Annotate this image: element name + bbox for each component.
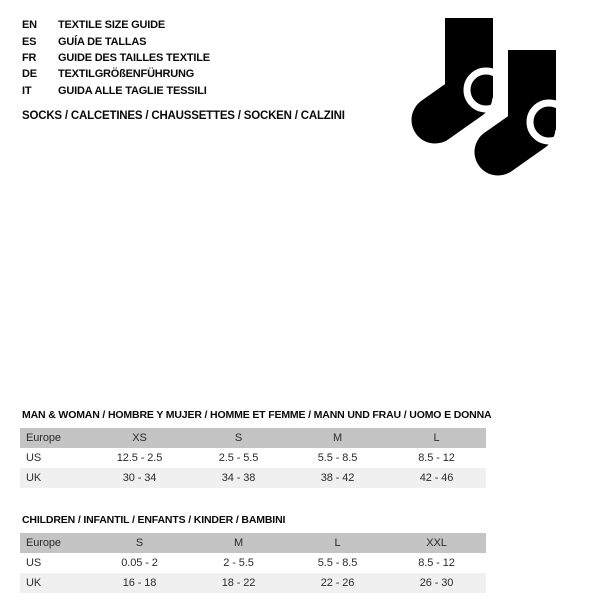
language-code: DE: [22, 68, 37, 81]
table-row-uk: [20, 573, 486, 593]
size-cell: 5.5 - 8.5: [317, 557, 358, 569]
language-label: GUIDE DES TAILLES TEXTILE: [58, 51, 210, 64]
size-cell: 30 - 34: [122, 472, 157, 484]
table-header-row: [20, 428, 486, 448]
column-header-m: M: [332, 432, 343, 444]
sock-front: [498, 45, 568, 152]
size-cell: 16 - 18: [122, 577, 157, 589]
column-header-europe: Europe: [26, 537, 61, 549]
size-cell: 2.5 - 5.5: [218, 452, 259, 464]
row-label: UK: [26, 472, 42, 484]
size-cell: 8.5 - 12: [418, 452, 455, 464]
language-label: GUIDA ALLE TAGLIE TESSILI: [58, 84, 207, 97]
row-label: US: [26, 557, 42, 569]
row-label: UK: [26, 577, 42, 589]
table-header-row: [20, 533, 486, 553]
language-label: TEXTILGRÖßENFÜHRUNG: [58, 68, 195, 81]
language-code: EN: [22, 19, 37, 32]
column-header-xs: XS: [132, 432, 147, 444]
language-code: FR: [22, 51, 37, 64]
socks-icon: [398, 5, 588, 195]
language-row-de: [22, 66, 210, 82]
size-cell: 26 - 30: [419, 577, 454, 589]
language-list: [22, 17, 210, 99]
language-label: TEXTILE SIZE GUIDE: [58, 19, 166, 32]
column-header-s: S: [135, 537, 144, 549]
size-cell: 12.5 - 2.5: [116, 452, 163, 464]
language-code: ES: [22, 35, 37, 48]
size-cell: 38 - 42: [320, 472, 355, 484]
table-title-man-woman: MAN & WOMAN / HOMBRE Y MUJER / HOMME ET FEMME / MANN UND FRAU / UOMO E DONNA: [22, 409, 492, 421]
column-header-xxl: XXL: [426, 537, 447, 549]
size-cell: 34 - 38: [221, 472, 256, 484]
row-label: US: [26, 452, 42, 464]
size-cell: 2 - 5.5: [223, 557, 254, 569]
table-row-us: [20, 553, 486, 573]
language-row-en: [22, 17, 210, 33]
size-cell: 42 - 46: [419, 472, 454, 484]
size-table-children: [20, 533, 486, 593]
category-title: SOCKS / CALCETINES / CHAUSSETTES / SOCKEN / CALZINI: [22, 110, 345, 122]
size-table-man-woman: [20, 428, 486, 488]
language-label: GUÍA DE TALLAS: [58, 35, 147, 48]
size-cell: 5.5 - 8.5: [317, 452, 358, 464]
column-header-europe: Europe: [26, 432, 61, 444]
size-cell: 0.05 - 2: [121, 557, 158, 569]
table-title-children: CHILDREN / INFANTIL / ENFANTS / KINDER / BAMBINI: [22, 514, 286, 526]
column-header-m: M: [233, 537, 244, 549]
column-header-s: S: [234, 432, 243, 444]
column-header-l: L: [334, 537, 341, 549]
sock-back: [435, 18, 505, 120]
language-code: IT: [22, 84, 32, 97]
size-cell: 8.5 - 12: [418, 557, 455, 569]
table-row-uk: [20, 468, 486, 488]
language-row-es: [22, 33, 210, 49]
size-cell: 22 - 26: [320, 577, 355, 589]
column-header-l: L: [433, 432, 440, 444]
size-cell: 18 - 22: [221, 577, 256, 589]
language-row-it: [22, 83, 210, 99]
table-row-us: [20, 448, 486, 468]
language-row-fr: [22, 50, 210, 66]
